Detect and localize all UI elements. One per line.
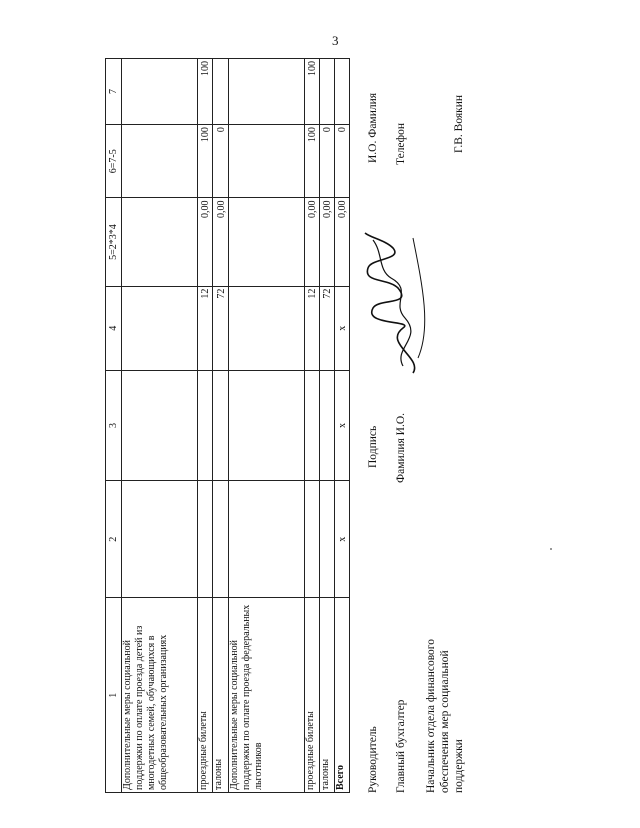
table-cell: [228, 59, 304, 125]
table-header-row: [106, 59, 122, 793]
column-header: 5=2*3*4: [106, 198, 122, 286]
table-row: [122, 59, 198, 793]
table-cell: 0,00: [198, 198, 213, 286]
head-label: Руководитель: [367, 726, 379, 793]
table-row: [228, 59, 304, 793]
head-name: И.О. Фамилия: [367, 92, 379, 163]
column-header: 1: [106, 598, 122, 793]
table-cell: проездные билеты: [304, 598, 319, 793]
table-cell: [319, 59, 334, 125]
table-row: [198, 59, 213, 793]
table-cell: [122, 125, 198, 198]
table-cell: x: [334, 370, 349, 480]
data-table: [105, 58, 350, 793]
dept-name: Г.В. Воякин: [453, 94, 465, 153]
dept-line-2: обеспечения мер социальной: [439, 650, 451, 793]
table-cell: 100: [304, 125, 319, 198]
table-cell: 100: [304, 59, 319, 125]
table-cell: [228, 370, 304, 480]
table-cell: Дополнительные меры социальной поддержки по оплате проезда федеральных льготников: [228, 598, 304, 793]
column-header: 3: [106, 370, 122, 480]
table-cell: [304, 481, 319, 598]
table-cell: [228, 198, 304, 286]
table-cell: [122, 59, 198, 125]
table-cell: 0,00: [213, 198, 228, 286]
dept-line-1: Начальник отдела финансового: [425, 639, 437, 793]
table-cell: [122, 198, 198, 286]
table-cell: проездные билеты: [198, 598, 213, 793]
table-cell: Дополнительные меры социальной поддержки по оплате проезда детей из многодетных семей, обучающихся в общеобразовательных организациях: [122, 598, 198, 793]
table-cell: [213, 59, 228, 125]
accountant-name: Фамилия И.О.: [395, 412, 407, 483]
table-cell: 72: [319, 286, 334, 370]
table-cell: [213, 481, 228, 598]
handwritten-signature: [343, 228, 438, 378]
dept-line-3: поддержки: [453, 739, 465, 793]
speck: [550, 548, 552, 550]
table-cell: 0,00: [319, 198, 334, 286]
column-header: 2: [106, 481, 122, 598]
table-cell: талоны: [213, 598, 228, 793]
page-number: 3: [332, 33, 339, 48]
table-cell: [319, 370, 334, 480]
table-cell: [213, 370, 228, 480]
table-cell: талоны: [319, 598, 334, 793]
table-row: [334, 59, 349, 793]
table-cell: [122, 370, 198, 480]
table-cell: [334, 59, 349, 125]
table-cell: [304, 370, 319, 480]
table-cell: 0,00: [304, 198, 319, 286]
table-cell: x: [334, 286, 349, 370]
table-cell: [228, 125, 304, 198]
table-cell: 100: [198, 125, 213, 198]
table-cell: [122, 481, 198, 598]
table-cell: 12: [198, 286, 213, 370]
table-row: [319, 59, 334, 793]
table-cell: 12: [304, 286, 319, 370]
table-cell: [228, 481, 304, 598]
table-cell: Всего: [334, 598, 349, 793]
table-cell: x: [334, 481, 349, 598]
table-cell: 0,00: [334, 198, 349, 286]
table-row: [304, 59, 319, 793]
accountant-label: Главный бухгалтер: [395, 699, 407, 793]
table-cell: 0: [213, 125, 228, 198]
column-header: 6=7-5: [106, 125, 122, 198]
table-cell: [198, 481, 213, 598]
table-cell: 0: [334, 125, 349, 198]
table-cell: [198, 370, 213, 480]
rotated-page-content: [105, 53, 630, 793]
column-header: 4: [106, 286, 122, 370]
table-row: [213, 59, 228, 793]
head-sign-caption: Подпись: [367, 425, 379, 468]
phone-label: Телефон: [395, 122, 407, 165]
table-cell: 100: [198, 59, 213, 125]
table-cell: 0: [319, 125, 334, 198]
table-cell: [122, 286, 198, 370]
column-header: 7: [106, 59, 122, 125]
table-cell: [319, 481, 334, 598]
table-cell: [228, 286, 304, 370]
table-cell: 72: [213, 286, 228, 370]
